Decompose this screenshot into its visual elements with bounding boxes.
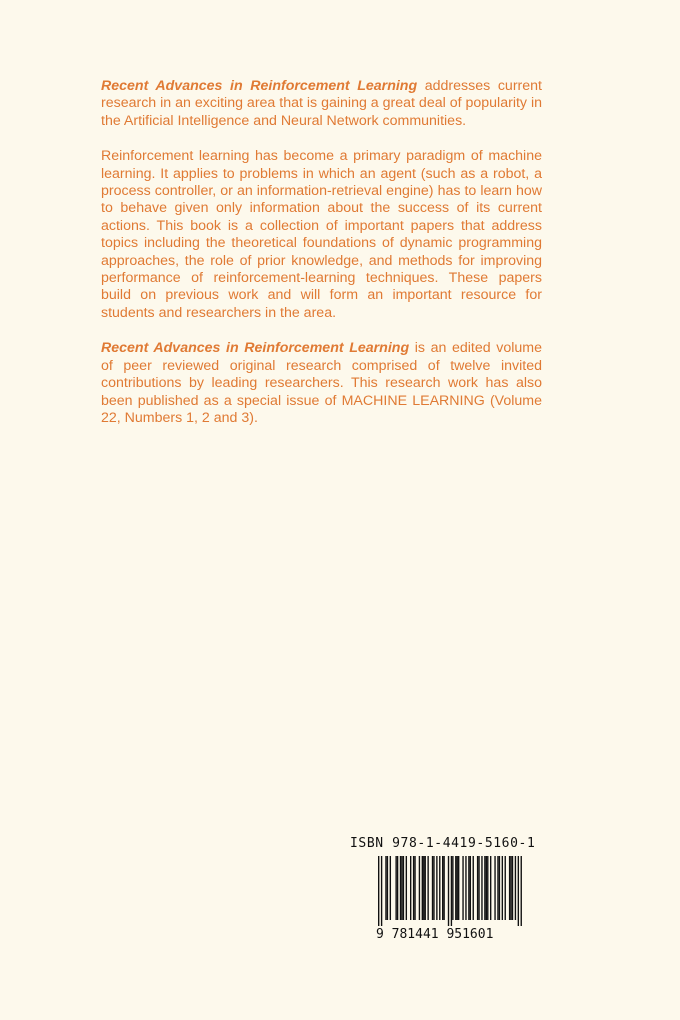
barcode-bar	[487, 856, 488, 920]
barcode-bar	[451, 856, 452, 926]
blurb-text-1: addresses current research in an exciting area that is gaining a great deal of popularity in the Artificial Intelligence and Neural Network communities.	[101, 78, 542, 129]
barcode-bar	[422, 856, 423, 920]
barcode-bar	[510, 856, 511, 920]
barcode-bar	[423, 856, 424, 920]
barcode-bar	[410, 856, 411, 920]
barcode-bar	[518, 856, 519, 926]
barcode-bar	[455, 856, 456, 920]
barcode-bar	[385, 856, 386, 920]
book-title-1: Recent Advances in Reinforcement Learning	[101, 78, 418, 94]
barcode-bar	[432, 856, 433, 920]
barcode-bar	[462, 856, 463, 920]
back-cover-blurb	[101, 78, 542, 445]
barcode-bar	[406, 856, 407, 920]
barcode-bar	[509, 856, 510, 920]
barcode-bar	[458, 856, 459, 920]
barcode-bar	[378, 856, 379, 926]
barcode-bar	[502, 856, 503, 920]
barcode-bar	[470, 856, 471, 920]
barcode-bar	[419, 856, 420, 920]
isbn-label: ISBN 978-1-4419-5160-1	[350, 836, 536, 851]
barcode-bar	[481, 856, 482, 920]
barcode-digits: 9 781441 951601	[376, 927, 494, 942]
barcode-bar	[401, 856, 402, 920]
barcode-bar	[443, 856, 444, 920]
blurb-paragraph-2: Reinforcement learning has become a primary paradigm of machine learning. It applies to problems in which an agent (such as a robot, a process controller, or an information-retrieval engine) has to learn how to behave given only information about the success of its current actions. This book is a collection of important papers that address topics including the theoretical foundations of dynamic programming approaches, the role of prior knowledge, and methods for improving performance of reinforcement-learning techniques. These papers build on previous work and will form an important resource for students and researchers in the area.	[101, 148, 542, 321]
barcode-bar	[477, 856, 478, 920]
barcode-bar	[433, 856, 434, 920]
barcode-bar	[457, 856, 458, 920]
barcode-bar	[452, 856, 453, 920]
barcode-bar	[505, 856, 506, 920]
barcode-bar	[448, 856, 449, 926]
barcode-bar	[490, 856, 491, 920]
blurb-paragraph-3	[101, 340, 542, 427]
barcode-bar	[473, 856, 474, 920]
barcode-bar	[381, 856, 382, 926]
blurb-text-3: is an edited volume of peer reviewed original research comprised of twelve invited contributions by leading researchers. This research work has also been published as a special issue of MACHINE LEARNING (Volume 22, Numbers 1, 2 and 3).	[101, 340, 542, 426]
barcode-bar	[397, 856, 398, 920]
barcode-bar	[512, 856, 513, 920]
barcode-bar	[465, 856, 466, 920]
barcode-bar	[425, 856, 426, 920]
barcode-bar	[439, 856, 440, 920]
barcode-bar	[427, 856, 428, 920]
barcode-icon	[378, 856, 522, 926]
barcode-bar	[390, 856, 391, 920]
barcode-bar	[387, 856, 388, 920]
barcode-bar	[486, 856, 487, 920]
barcode-bar	[400, 856, 401, 920]
barcode-bar	[515, 856, 516, 920]
barcode-bar	[436, 856, 437, 920]
barcode-bar	[414, 856, 415, 920]
barcode-bar	[468, 856, 469, 920]
barcode-bar	[478, 856, 479, 920]
barcode-bar	[484, 856, 485, 920]
barcode-bar	[521, 856, 522, 926]
barcode-bar	[499, 856, 500, 920]
barcode-bar	[442, 856, 443, 920]
barcode-bar	[403, 856, 404, 920]
blurb-paragraph-1	[101, 78, 542, 130]
barcode-bar	[497, 856, 498, 920]
barcode-bar	[413, 856, 414, 920]
isbn-barcode-block	[350, 836, 536, 946]
barcode-bar	[395, 856, 396, 920]
book-title-2: Recent Advances in Reinforcement Learning	[101, 340, 410, 357]
barcode-bar	[494, 856, 495, 920]
